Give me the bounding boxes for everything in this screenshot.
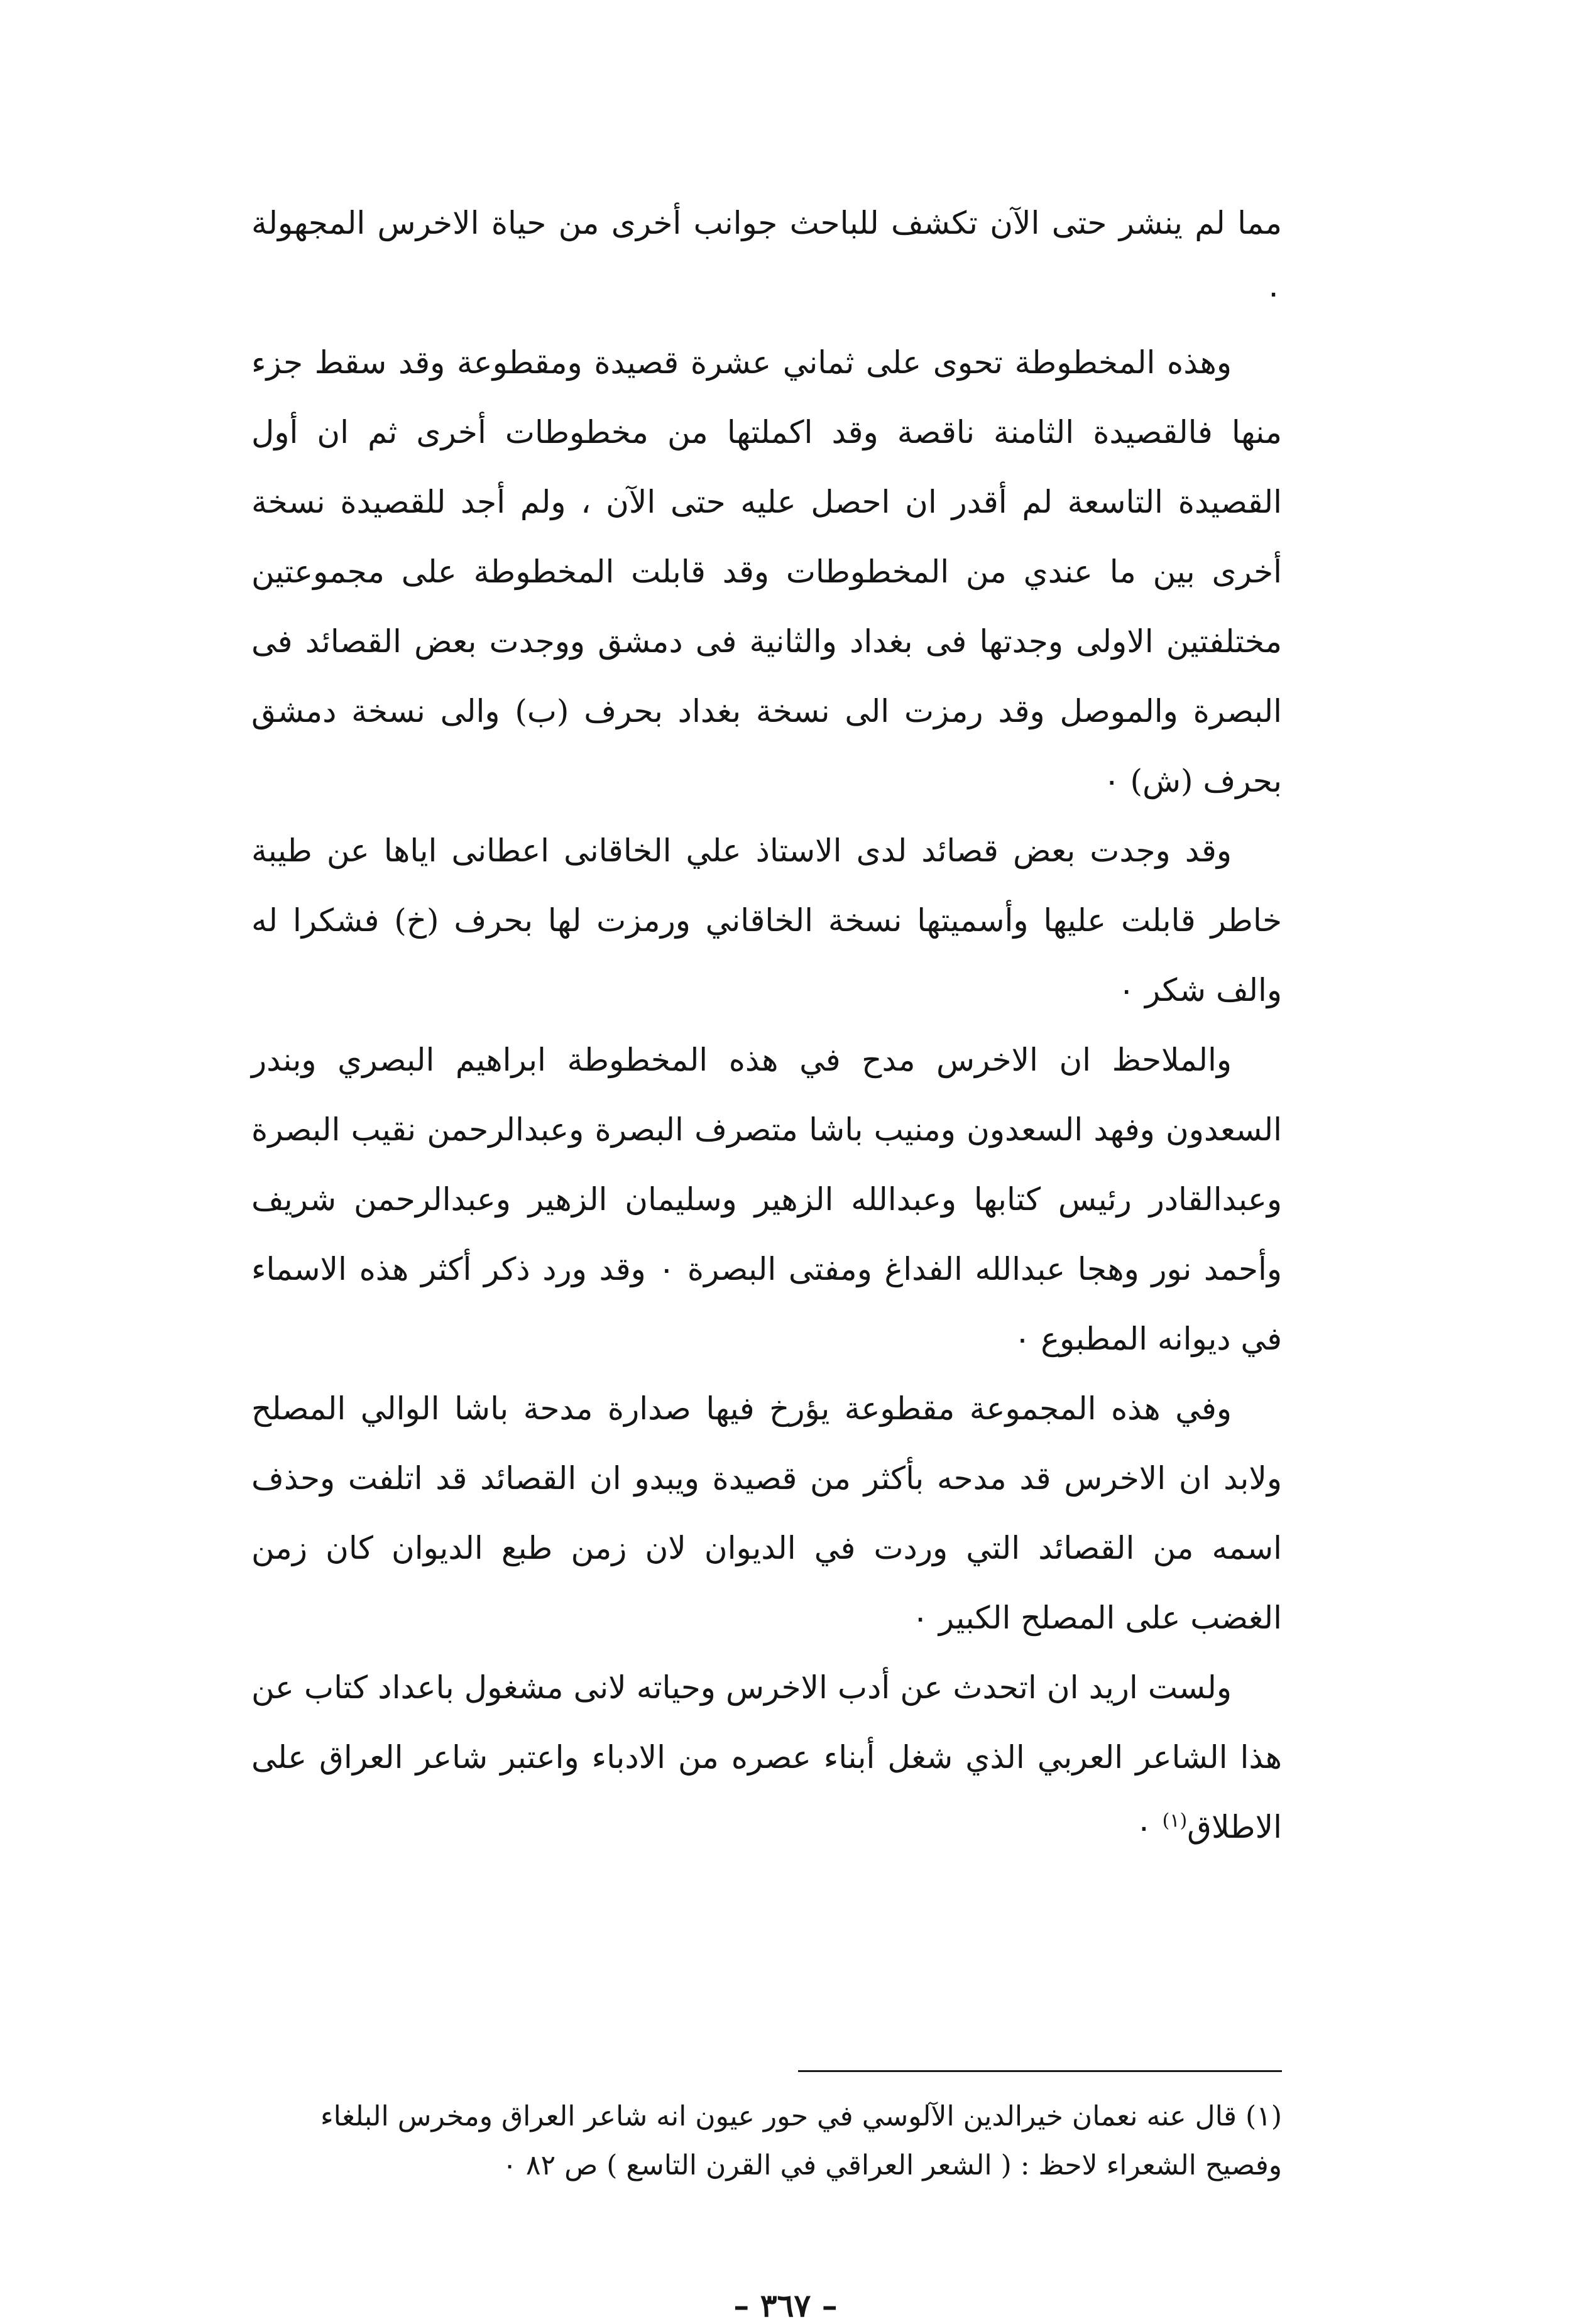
paragraph-6 bbox=[251, 1653, 1282, 1862]
paragraph-3-text: وقد وجدت بعض قصائد لدى الاستاذ علي الخاقانى اعطانى اياها عن طيبة خاطر قابلت عليها وأسميتها نسخة الخاقاني ورمزت لها بحرف (خ) فشكرا له والف شكر ٠ bbox=[251, 832, 1282, 1008]
paragraph-3 bbox=[251, 816, 1282, 1025]
footnote-text: (١) قال عنه نعمان خيرالدين الآلوسي في حور عيون انه شاعر العراق ومخرس البلغاء وفصيح الشعراء لاحظ : ( الشعر العراقي في القرن التاسع ) ص ٨٢ ٠ bbox=[320, 2100, 1282, 2181]
paragraph-2-text: وهذه المخطوطة تحوى على ثماني عشرة قصيدة ومقطوعة وقد سقط جزء منها فالقصيدة الثامنة ناقصة وقد اكملتها من مخطوطات أخرى ثم ان أول القصيدة التاسعة لم أقدر ان احصل عليه حتى الآن ، ولم أجد للقصيدة نسخة أخرى بين ما عندي من المخطوطات وقد قابلت المخطوطة على مجموعتين مختلفتين الاولى وجدتها فى بغداد والثانية فى دمشق ووجدت بعض القصائد فى البصرة والموصل وقد رمزت الى نسخة بغداد بحرف (ب) والى نسخة دمشق بحرف (ش) ٠ bbox=[251, 344, 1282, 799]
main-text bbox=[251, 188, 1282, 1862]
paragraph-6-text: ولست اريد ان اتحدث عن أدب الاخرس وحياته لانى مشغول باعداد كتاب عن هذا الشاعر العربي الذي شغل أبناء عصره من الادباء واعتبر شاعر العراق على الاطلاق bbox=[251, 1669, 1282, 1845]
paragraph-1 bbox=[251, 188, 1282, 328]
footnote bbox=[251, 2092, 1282, 2190]
page-number: – ٣٦٧ – bbox=[733, 2287, 838, 2324]
paragraph-2 bbox=[251, 328, 1282, 816]
footnote-reference: (١) bbox=[1162, 1809, 1188, 1832]
paragraph-4-text: والملاحظ ان الاخرس مدح في هذه المخطوطة ابراهيم البصري وبندر السعدون وفهد السعدون ومنيب باشا متصرف البصرة وعبدالرحمن نقيب البصرة وعبدالقادر رئيس كتابها وعبدالله الزهير وسليمان الزهير وعبدالرحمن شريف وأحمد نور وهجا عبدالله الفداغ ومفتى البصرة ٠ وقد ورد ذكر أكثر هذه الاسماء في ديوانه المطبوع ٠ bbox=[251, 1042, 1283, 1357]
paragraph-1-text: مما لم ينشر حتى الآن تكشف للباحث جوانب أخرى من حياة الاخرس المجهولة ٠ bbox=[251, 205, 1282, 311]
paragraph-5-text: وفي هذه المجموعة مقطوعة يؤرخ فيها صدارة مدحة باشا الوالي المصلح ولابد ان الاخرس قد مدحه بأكثر من قصيدة ويبدو ان القصائد قد اتلفت وحذف اسمه من القصائد التي وردت في الديوان لان زمن طبع الديوان كان زمن الغضب على المصلح الكبير ٠ bbox=[251, 1390, 1282, 1636]
paragraph-6-tail: ٠ bbox=[1135, 1809, 1163, 1845]
footnote-divider bbox=[798, 2070, 1282, 2072]
paragraph-5 bbox=[251, 1374, 1282, 1653]
paragraph-4 bbox=[251, 1025, 1282, 1374]
